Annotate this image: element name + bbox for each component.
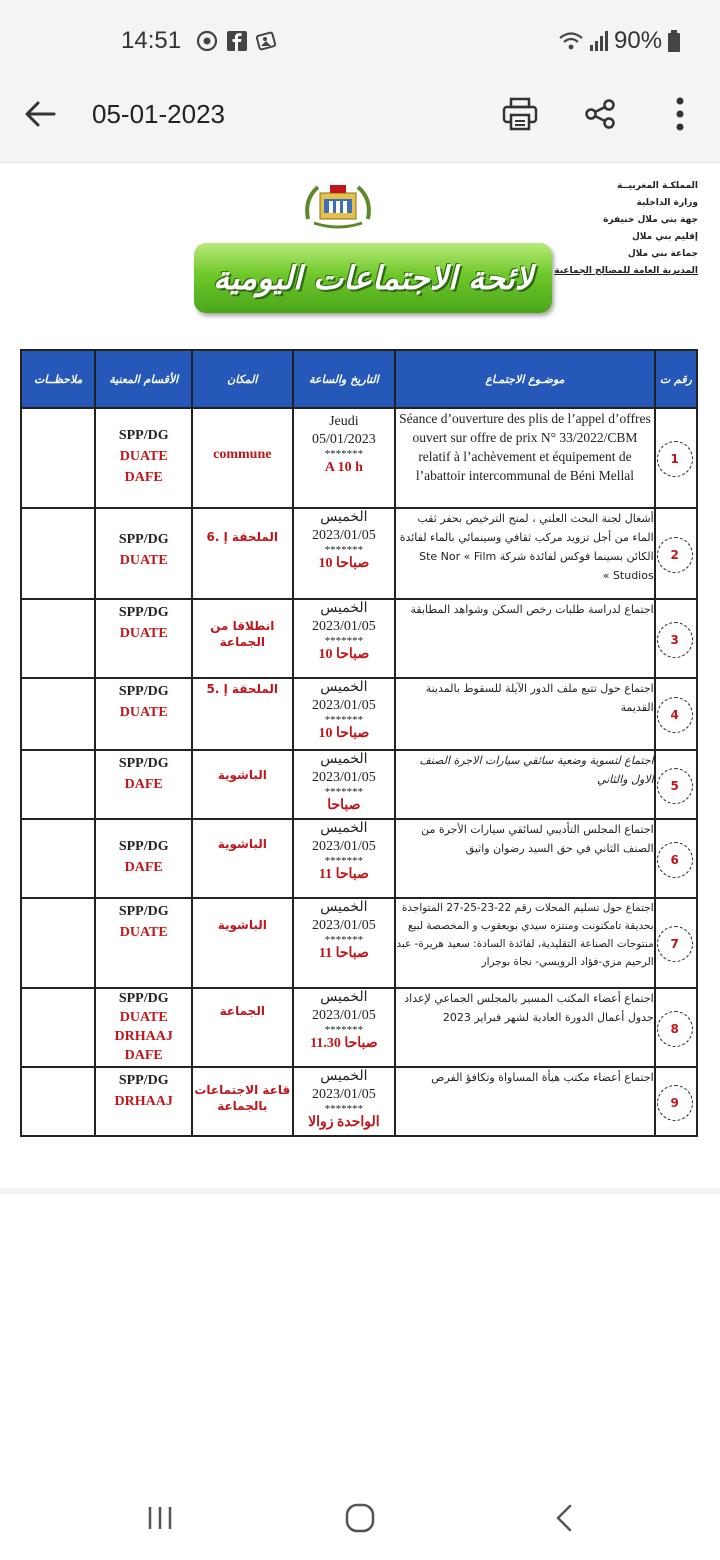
place-cell: الباشوية — [192, 819, 293, 898]
number-cell — [655, 508, 697, 599]
row-number-badge: 8 — [657, 1011, 693, 1047]
table-row — [21, 988, 697, 1067]
signal-icon — [590, 31, 608, 51]
table-row — [21, 819, 697, 898]
number-cell — [655, 678, 697, 750]
notes-cell — [21, 508, 95, 599]
departments-cell: SPP/DG DAFE — [95, 750, 192, 819]
back-arrow-icon[interactable] — [22, 96, 58, 132]
notes-cell — [21, 678, 95, 750]
table-row — [21, 508, 697, 599]
subject-cell: أشغال لجنة البحث العلني ، لمنح الترخيص بحفر ثقب الماء من أجل تزويد مركب ثقافي وسينمائي بالماء لفائدة الكائن بسينما فوكس لفائدة شركة Ste Nor « Film Studios » — [395, 508, 655, 599]
departments-cell: SPP/DG DUATE — [95, 508, 192, 599]
battery-percent: 90% — [614, 27, 663, 54]
title-banner — [194, 243, 552, 313]
departments-cell: SPP/DG DUATE — [95, 599, 192, 678]
number-cell — [655, 988, 697, 1067]
header-line: وزارة الداخلية — [636, 198, 698, 208]
col-datetime-header: التاريخ والساعة — [293, 350, 396, 408]
emblem-icon — [300, 179, 376, 229]
header-line: المديرية العامة للمصالح الجماعية — [554, 266, 698, 276]
col-departments-header: الأقسام المعنية — [95, 350, 192, 408]
header-line: إقليم بني ملال — [631, 232, 698, 242]
subject-cell: اجتماع المجلس التأديبي لسائقي سيارات الأجرة من الصنف الثاني في حق السيد رضوان واثيق — [395, 819, 655, 898]
header-line: المملكـة المغربيــة — [617, 181, 698, 191]
more-icon[interactable] — [660, 94, 700, 134]
row-number-badge: 5 — [657, 768, 693, 804]
place-cell: الجماعة — [192, 988, 293, 1067]
wifi-icon — [558, 30, 584, 52]
departments-cell: SPP/DG DUATE DRHAAJ DAFE — [95, 988, 192, 1067]
subject-cell: اجتماع حول تسليم المحلات رقم 22-23-25-27 المتواجدة بحديقة تامكنونت ومنتزه سيدي بويعقوب و المخصصة لبيع منتوجات الصناعة التقليدية، لفائدة السادة: سعيد هريرة- عبد الرحيم مزي-فؤاد الرويسي- نجاة بوجرار — [395, 898, 655, 988]
notes-cell — [21, 898, 95, 988]
departments-cell: SPP/DG DUATE — [95, 898, 192, 988]
status-bar — [0, 0, 720, 66]
place-cell: انطلاقا من الجماعة — [192, 599, 293, 678]
row-number-badge: 6 — [657, 842, 693, 878]
datetime-cell: الخميس 2023/01/05 ******* 11.30 صباحا — [293, 988, 396, 1067]
back-icon[interactable] — [544, 1498, 584, 1538]
notes-cell — [21, 408, 95, 508]
official-header — [548, 178, 698, 280]
datetime-cell: الخميس 2023/01/05 ******* 10 صباحا — [293, 599, 396, 678]
meetings-table — [20, 349, 698, 1137]
subject-cell: اجتماع لدراسة طلبات رخص السكن وشواهد المطابقة — [395, 599, 655, 678]
col-place-header: المكان — [192, 350, 293, 408]
home-icon[interactable] — [340, 1498, 380, 1538]
row-number-badge: 9 — [657, 1085, 693, 1121]
col-subject-header: موضـوع الاجتمـاع — [395, 350, 655, 408]
number-cell — [655, 898, 697, 988]
number-cell — [655, 1067, 697, 1136]
datetime-cell: الخميس 2023/01/05 ******* 10 صباحا — [293, 678, 396, 750]
header-line: جهة بني ملال خنيفرة — [603, 215, 698, 225]
col-number-header: رقم ت — [655, 350, 697, 408]
datetime-cell: الخميس 2023/01/05 ******* 10 صباحا — [293, 508, 396, 599]
datetime-cell: الخميس 2023/01/05 ******* 11 صباحا — [293, 898, 396, 988]
place-cell: قاعة الاجتماعات بالجماعة — [192, 1067, 293, 1136]
place-cell: commune — [192, 408, 293, 508]
page-separator — [0, 1188, 720, 1194]
place-cell: الباشوية — [192, 750, 293, 819]
number-cell — [655, 819, 697, 898]
notes-cell — [21, 988, 95, 1067]
document-page — [0, 163, 720, 1188]
table-row — [21, 408, 697, 508]
app-bar — [0, 66, 720, 163]
system-nav-bar — [0, 1480, 720, 1560]
departments-cell: SPP/DG DAFE — [95, 819, 192, 898]
print-icon[interactable] — [500, 94, 540, 134]
table-row — [21, 1067, 697, 1136]
table-row — [21, 678, 697, 750]
number-cell — [655, 408, 697, 508]
notes-cell — [21, 819, 95, 898]
row-number-badge: 3 — [657, 622, 693, 658]
notes-cell — [21, 750, 95, 819]
whatsapp-icon — [196, 30, 218, 52]
table-row — [21, 898, 697, 988]
number-cell — [655, 750, 697, 819]
datetime-cell: Jeudi 05/01/2023 ******* A 10 h — [293, 408, 396, 508]
row-number-badge: 2 — [657, 537, 693, 573]
row-number-badge: 7 — [657, 926, 693, 962]
table-header-row — [21, 350, 697, 408]
subject-cell: اجتماع أعضاء المكتب المسير بالمجلس الجماعي لإعداد جدول أعمال الدورة العادية لشهر فبراير 2023 — [395, 988, 655, 1067]
table-row — [21, 599, 697, 678]
place-cell: الملحقة إ .5 — [192, 678, 293, 750]
number-cell — [655, 599, 697, 678]
col-notes-header: ملاحظــات — [21, 350, 95, 408]
banner-title: لائحة الاجتماعات اليومية — [213, 259, 533, 297]
subject-cell: Séance d’ouverture des plis de l’appel d’offres ouvert sur offre de prix N° 33/2022/CBM relatif à l’achèvement et équipement de l’abattoir intercommunal de Béni Mellal — [395, 408, 655, 508]
notes-cell — [21, 599, 95, 678]
battery-icon — [668, 30, 680, 52]
departments-cell: SPP/DG DUATE — [95, 678, 192, 750]
place-cell: الملحقة إ .6 — [192, 508, 293, 599]
header-line: جماعة بني ملال — [627, 249, 698, 259]
gallery-icon — [256, 30, 278, 52]
subject-cell: اجتماع أعضاء مكتب هيأة المساواة وتكافؤ الفرص — [395, 1067, 655, 1136]
row-number-badge: 1 — [657, 441, 693, 477]
status-time: 14:51 — [121, 27, 182, 54]
departments-cell: SPP/DG DRHAAJ — [95, 1067, 192, 1136]
departments-cell: SPP/DG DUATE DAFE — [95, 408, 192, 508]
page-title: 05-01-2023 — [92, 99, 225, 129]
datetime-cell: الخميس 2023/01/05 ******* صباحا — [293, 750, 396, 819]
datetime-cell: الخميس 2023/01/05 ******* 11 صباحا — [293, 819, 396, 898]
datetime-cell: الخميس 2023/01/05 ******* الواحدة زوالا — [293, 1067, 396, 1136]
subject-cell: اجتماع لتسوية وضعية سائقي سيارات الاجرة الصنف الاول والثاني — [395, 750, 655, 819]
recent-apps-icon[interactable] — [140, 1498, 180, 1538]
share-icon[interactable] — [580, 94, 620, 134]
row-number-badge: 4 — [657, 697, 693, 733]
subject-cell: اجتماع حول تتبع ملف الدور الآيلة للسقوط بالمدينة القديمة — [395, 678, 655, 750]
facebook-icon — [226, 30, 248, 52]
notes-cell — [21, 1067, 95, 1136]
table-row — [21, 750, 697, 819]
place-cell: الباشوية — [192, 898, 293, 988]
